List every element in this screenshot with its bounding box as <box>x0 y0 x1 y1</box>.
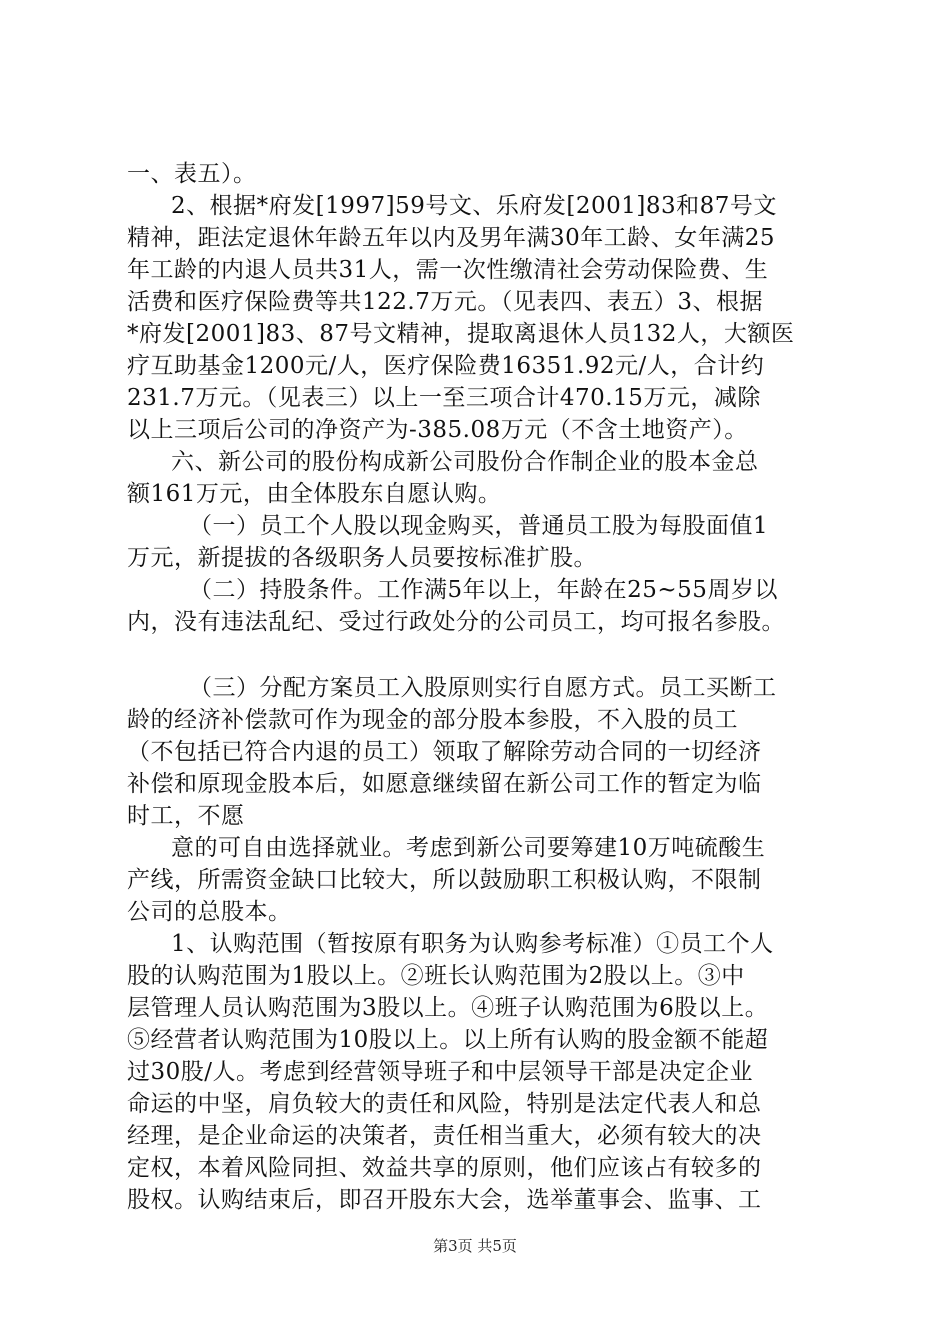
text-line: 万元，新提拔的各级职务人员要按标准扩股。 <box>127 545 597 571</box>
text-line: 2、根据*府发[1997]59号文、乐府发[2001]83和87号文 <box>171 193 777 219</box>
text-line: 年工龄的内退人员共31人，需一次性缴清社会劳动保险费、生 <box>127 257 769 283</box>
text-line: 层管理人员认购范围为3股以上。④班子认购范围为6股以上。 <box>127 995 769 1021</box>
text-line: （二）持股条件。工作满5年以上，年龄在25~55周岁以 <box>189 577 778 603</box>
text-line: 以上三项后公司的净资产为-385.08万元（不含土地资产）。 <box>127 417 748 443</box>
document-body <box>127 158 839 1216</box>
text-line: 1、认购范围（暂按原有职务为认购参考标准）①员工个人 <box>171 931 774 957</box>
text-line: 一、表五）。 <box>127 161 257 187</box>
text-line: 活费和医疗保险费等共122.7万元。（见表四、表五）3、根据 <box>127 289 763 315</box>
text-line: 231.7万元。（见表三）以上一至三项合计470.15万元，减除 <box>127 385 761 411</box>
paragraph-gap <box>127 638 839 672</box>
text-line: 精神，距法定退休年龄五年以内及男年满30年工龄、女年满25 <box>127 225 776 251</box>
text-line: 股的认购范围为1股以上。②班长认购范围为2股以上。③中 <box>127 963 745 989</box>
text-line: ⑤经营者认购范围为10股以上。以上所有认购的股金额不能超 <box>127 1027 769 1053</box>
text-line: 六、新公司的股份构成新公司股份合作制企业的股本金总 <box>171 449 759 475</box>
text-line: 定权，本着风险同担、效益共享的原则，他们应该占有较多的 <box>127 1155 762 1181</box>
text-line: 公司的总股本。 <box>127 899 292 925</box>
text-line: （三）分配方案员工入股原则实行自愿方式。员工买断工 <box>189 675 777 701</box>
text-line: （不包括已符合内退的员工）领取了解除劳动合同的一切经济 <box>127 739 762 765</box>
text-line: 内，没有违法乱纪、受过行政处分的公司员工，均可报名参股。 <box>127 609 785 635</box>
text-line: （一）员工个人股以现金购买，普通员工股为每股面值1 <box>189 513 769 539</box>
text-line: 命运的中坚，肩负较大的责任和风险，特别是法定代表人和总 <box>127 1091 762 1117</box>
text-line: *府发[2001]83、87号文精神，提取离退休人员132人，大额医 <box>127 321 795 347</box>
text-line: 意的可自由选择就业。考虑到新公司要筹建10万吨硫酸生 <box>171 835 766 861</box>
text-line: 产线，所需资金缺口比较大，所以鼓励职工积极认购，不限制 <box>127 867 762 893</box>
text-line: 额161万元，由全体股东自愿认购。 <box>127 481 502 507</box>
text-line: 经理，是企业命运的决策者，责任相当重大，必须有较大的决 <box>127 1123 762 1149</box>
text-line: 龄的经济补偿款可作为现金的部分股本参股，不入股的员工 <box>127 707 738 733</box>
text-line: 过30股/人。考虑到经营领导班子和中层领导干部是决定企业 <box>127 1059 754 1085</box>
page-number-footer: 第3页 共5页 <box>433 1237 517 1255</box>
text-line: 股权。认购结束后，即召开股东大会，选举董事会、监事、工 <box>127 1187 762 1213</box>
text-line: 时工，不愿 <box>127 803 245 829</box>
text-line: 补偿和原现金股本后，如愿意继续留在新公司工作的暂定为临 <box>127 771 762 797</box>
text-line: 疗互助基金1200元/人，医疗保险费16351.92元/人，合计约 <box>127 353 765 379</box>
